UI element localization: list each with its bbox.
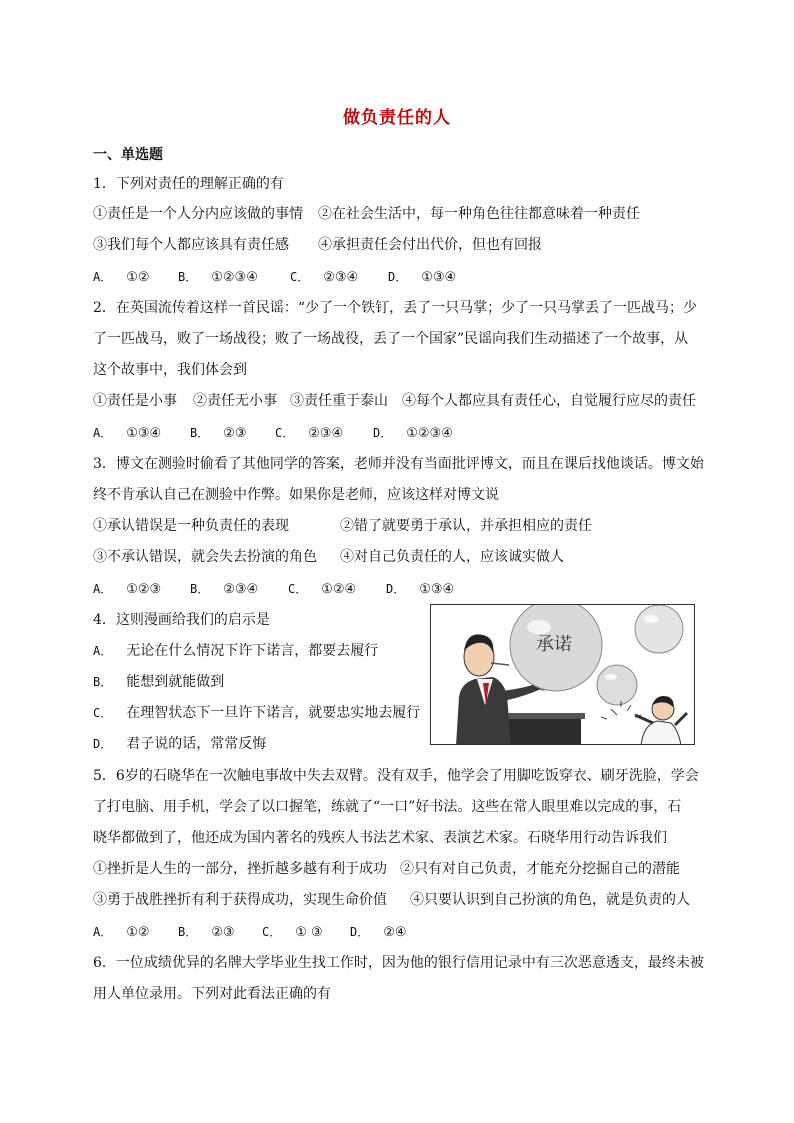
q3-option-a[interactable]: A． ①②③ <box>93 582 162 597</box>
q4-option-a[interactable]: A． 无论在什么情况下许下诺言，都要去履行 <box>93 643 379 659</box>
q5-stem-line-1: 5．6岁的石晓华在一次触电事故中失去双臂。没有双手，他学会了用脚吃饭穿衣、刷牙洗脸，学会 <box>93 768 699 784</box>
page-title: 做负责任的人 <box>343 108 451 128</box>
q1-option-d[interactable]: D． ①③④ <box>388 270 457 285</box>
q1-statement-4: ④承担责任会付出代价，但也有回报 <box>318 237 542 253</box>
q2-statement-3: ③责任重于泰山 <box>290 393 388 409</box>
q1-statement-1: ①责任是一个人分内应该做的事情 <box>93 206 303 222</box>
q3-stem-line-1: 3．博文在测验时偷看了其他同学的答案，老师并没有当面批评博文，而且在课后找他谈话。博文始 <box>93 456 704 472</box>
q5-option-a[interactable]: A． ①② <box>93 925 150 940</box>
q6-stem-line-1: 6．一位成绩优异的名牌大学毕业生找工作时，因为他的银行信用记录中有三次恶意透支，最终未被 <box>93 955 704 971</box>
q3-statement-3: ③不承认错误，就会失去扮演的角色 <box>93 549 317 565</box>
q5-statement-1: ①挫折是人生的一部分，挫折越多越有利于成功 <box>93 861 387 877</box>
q4-stem: 4．这则漫画给我们的启示是 <box>93 612 270 628</box>
q5-statement-2: ②只有对自己负责，才能充分挖掘自己的潜能 <box>400 861 680 877</box>
cartoon-image <box>430 604 695 745</box>
q2-stem-line-2: 了一匹战马，败了一场战役；败了一场战役，丢了一个国家”民谣向我们生动描述了一个故事，从 <box>93 331 689 347</box>
q3-statement-1: ①承认错误是一种负责任的表现 <box>93 518 289 534</box>
q6-stem-line-2: 用人单位录用。下列对此看法正确的有 <box>93 986 331 1002</box>
q2-option-b[interactable]: B． ②③ <box>190 426 247 441</box>
q3-stem-line-2: 终不肯承认自己在测验中作弊。如果你是老师，应该这样对博文说 <box>93 487 499 503</box>
q1-statement-3: ③我们每个人都应该具有责任感 <box>93 237 289 253</box>
section-heading: 一、单选题 <box>93 147 163 163</box>
cartoon-illustration <box>431 605 695 745</box>
q4-option-d[interactable]: D． 君子说的话，常常反悔 <box>93 736 267 752</box>
q2-statement-4: ④每个人都应具有责任心，自觉履行应尽的责任 <box>402 393 696 409</box>
q3-option-c[interactable]: C． ①②④ <box>288 582 357 597</box>
q5-stem-line-3: 晓华都做到了，他还成为国内著名的残疾人书法艺术家、表演艺术家。石晓华用行动告诉我们 <box>93 830 667 846</box>
q4-option-c[interactable]: C． 在理智状态下一旦许下诺言，就要忠实地去履行 <box>93 705 421 721</box>
q5-statement-4: ④只要认识到自己扮演的角色，就是负责的人 <box>410 892 690 908</box>
q1-option-b[interactable]: B． ①②③④ <box>178 270 258 285</box>
q5-stem-line-2: 了打电脑、用手机，学会了以口握笔，练就了“一口”好书法。这些在常人眼里难以完成的事，石 <box>93 799 682 815</box>
q5-statement-3: ③勇于战胜挫折有利于获得成功，实现生命价值 <box>93 892 387 908</box>
q2-option-c[interactable]: C． ②③④ <box>275 426 344 441</box>
q3-option-b[interactable]: B． ②③④ <box>190 582 259 597</box>
q2-option-a[interactable]: A． ①③④ <box>93 426 162 441</box>
q2-statement-2: ②责任无小事 <box>193 393 277 409</box>
q5-option-d[interactable]: D． ②④ <box>350 925 407 940</box>
q3-option-d[interactable]: D． ①③④ <box>386 582 455 597</box>
q5-option-b[interactable]: B． ②③ <box>178 925 235 940</box>
q3-statement-2: ②错了就要勇于承认，并承担相应的责任 <box>340 518 592 534</box>
q5-option-c[interactable]: C． ① ③ <box>262 925 323 940</box>
q2-stem-line-1: 2．在英国流传着这样一首民谣：“少了一个铁钉，丢了一只马掌；少了一只马掌丢了一匹战马；少 <box>93 300 698 316</box>
cartoon-bubble-text: 承诺 <box>536 634 572 655</box>
q1-option-a[interactable]: A． ①② <box>93 270 150 285</box>
q1-stem: 1．下列对责任的理解正确的有 <box>93 176 284 192</box>
q2-option-d[interactable]: D． ①②③④ <box>373 426 453 441</box>
q2-stem-line-3: 这个故事中，我们体会到 <box>93 362 247 378</box>
q2-statement-1: ①责任是小事 <box>93 393 177 409</box>
q1-option-c[interactable]: C． ②③④ <box>290 270 359 285</box>
q4-option-b[interactable]: B． 能想到就能做到 <box>93 674 225 690</box>
q1-statement-2: ②在社会生活中，每一种角色往往都意味着一种责任 <box>318 206 640 222</box>
q3-statement-4: ④对自己负责任的人，应该诚实做人 <box>340 549 564 565</box>
